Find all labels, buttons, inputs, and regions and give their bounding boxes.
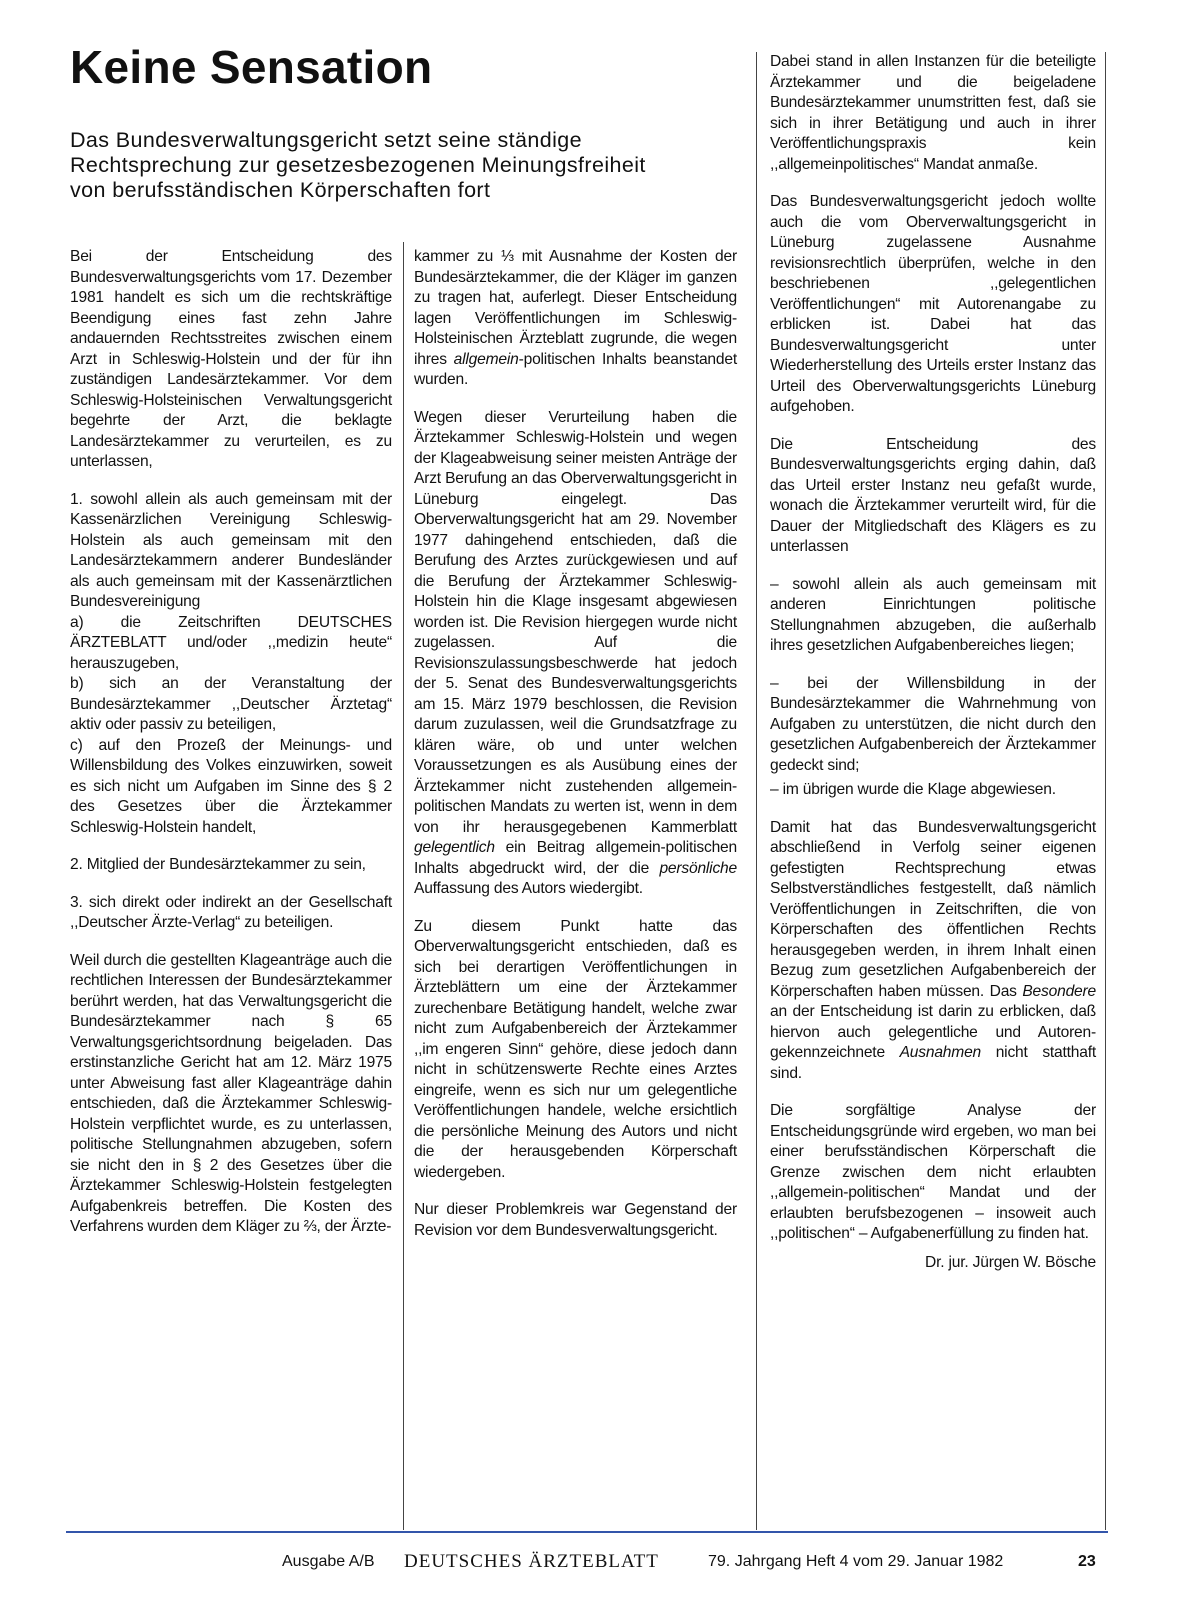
- paragraph: [414, 247, 737, 391]
- subtitle-line: Das Bundesverwaltungsgericht setzt seine ständige: [70, 128, 582, 152]
- column-divider: [756, 52, 757, 1530]
- text-run: ein Beitrag allgemein-politischen Inhalts abgedruckt wird, der die: [414, 839, 737, 877]
- text-run: Wegen dieser Verurteilung haben die Ärztekammer Schleswig-Holstein und wegen der Klageabweisung seiner meisten Anträge der Arzt Berufung an das Oberverwaltungsgericht in Lüneburg eingelegt. Das Oberverwaltungsgericht hat am 29. November 1977 dahingehend entschieden, daß die Berufung des Arztes zurückgewiesen und auf die Berufung der Ärztekammer Schleswig-Holstein hin die Klage insgesamt abgewiesen worden ist. Die Revision hiergegen wurde nicht zugelassen. Auf die Revisionszulassungsbeschwerde hat jedoch der 5. Senat des Bundesverwaltungsgerichts am 15. März 1979 beschlossen, die Revision darum zuzulassen, weil die Grundsatzfrage zu klären wäre, ob und unter welchen Voraussetzungen es als Ausübung eines der Ärztekammer nicht zustehenden allgemein-politischen Mandats zu werten ist, wenn in dem von ihr herausgegebenen Kammerblatt: [414, 408, 738, 836]
- list-item: – im übrigen wurde die Klage abgewiesen.: [770, 781, 1056, 798]
- paragraph: Bei der Entscheidung des Bundesverwaltungsgerichts vom 17. Dezember 1981 handelt es sich um die rechtskräftige Beendigung eines fast zehn Jahre andauernden Rechtsstreites zwischen einem Arzt in Schleswig-Holstein und der für ihn zuständigen Landesärztekammer. Vor dem Schleswig-Holsteinischen Verwaltungsgericht begehrte der Arzt, die beklagte Landesärztekammer zu verurteilen, es zu unterlassen,: [70, 248, 392, 470]
- paragraph: Nur dieser Problemkreis war Gegenstand der Revision vor dem Bundesverwaltungsgericht.: [414, 1201, 737, 1239]
- paragraph: Die Entscheidung des Bundesverwaltungsgerichts erging dahin, daß das Urteil erster Instanz neu gefaßt wurde, wonach die Ärztekammer verurteilt wird, für die Dauer der Mitgliedschaft des Klägers es zu unterlassen: [770, 435, 1096, 555]
- page-number: 23: [1078, 1553, 1096, 1570]
- text-column-1: [70, 247, 392, 1255]
- paragraph: Weil durch die gestellten Klageanträge auch die rechtlichen Interessen der Bundesärztekammer berührt werden, hat das Verwaltungsgericht die Bundesärztekammer nach § 65 Verwaltungsgerichtsordnung beigeladen. Das erstinstanzliche Gericht hat am 12. März 1975 unter Abweisung fast aller Klageanträge dahin entschieden, daß die Ärztekammer Schleswig-Holstein verpflichtet wurde, es zu unterlassen, politische Stellungnahmen abzugeben, sofern sie nicht den in § 2 des Gesetzes über die Ärztekammer Schleswig-Holstein festgelegten Aufgabenkreis betreffen. Die Kosten des Verfahrens wurden dem Kläger zu ⅔, der Ärzte-: [70, 951, 392, 1235]
- emphasis: gelegentlich: [414, 839, 495, 856]
- bottom-rule: [66, 1531, 1108, 1533]
- emphasis: allgemein: [453, 350, 519, 368]
- text-column-3: [770, 52, 1096, 1273]
- subtitle-line: Rechtsprechung zur gesetzesbezogenen Meinungsfreiheit: [70, 153, 646, 177]
- emphasis: Ausnahmen: [899, 1044, 982, 1061]
- emphasis: Besondere: [1022, 982, 1096, 1000]
- footer-edition: Ausgabe A/B: [282, 1553, 375, 1570]
- list-item: a) die Zeitschriften DEUTSCHES ÄRZTEBLATT und/oder ,,medizin heute“ herauszugeben,: [70, 613, 392, 672]
- footer-journal-name: DEUTSCHES ÄRZTEBLATT: [404, 1551, 659, 1572]
- author-signature: Dr. jur. Jürgen W. Bösche: [925, 1253, 1096, 1271]
- subtitle-line: von berufsständischen Körperschaften fort: [70, 178, 491, 202]
- list-item: 2. Mitglied der Bundesärztekammer zu sein,: [70, 856, 366, 873]
- column-divider: [1105, 52, 1106, 1530]
- text-run: -politischen Inhalts beanstandet wurden.: [414, 350, 737, 388]
- paragraph: [414, 408, 737, 900]
- text-run: Auffassung des Autors wiedergibt.: [414, 880, 643, 897]
- column-divider: [403, 242, 404, 1530]
- emphasis: persönliche: [659, 859, 737, 877]
- text-run: nicht statthaft sind.: [770, 1044, 1096, 1082]
- list-item: – sowohl allein als auch gemeinsam mit anderen Einrichtungen politische Stellungnahmen abzugeben, die außerhalb ihres gesetzlichen Aufgabenbereiches liegen;: [770, 575, 1096, 654]
- list-item: – bei der Willensbildung in der Bundesärztekammer die Wahrnehmung von Aufgaben zu unterstützen, die nicht durch den gesetzlichen Aufgabenbereich der Ärztekammer gedeckt sind;: [770, 674, 1096, 774]
- paragraph: Das Bundesverwaltungsgericht jedoch wollte auch die vom Oberverwaltungsgericht in Lüneburg zugelassene Ausnahme revisionsrechtlich überprüfen, welche in den beschriebenen ,,gelegentlichen Veröffentlichungen“ mit Autorenangabe zu erblicken ist. Dabei hat das Bundesverwaltungsgericht unter Wiederherstellung des Urteils erster Instanz das Urteil des Oberverwaltungsgerichts Lüneburg aufgehoben.: [770, 193, 1096, 415]
- list-item: b) sich an der Veranstaltung der Bundesärztekammer ,,Deutscher Ärztetag“ aktiv oder passiv zu beteiligen,: [70, 675, 392, 733]
- paragraph: [770, 818, 1096, 1085]
- paragraph: Zu diesem Punkt hatte das Oberverwaltungsgericht entschieden, daß es sich bei derartigen Veröffentlichungen in Ärzteblättern um eine der Ärztekammer zurechenbare Betätigung handelt, welche zwar nicht zum Aufgabenbereich der Ärztekammer ,,im engeren Sinn“ gehöre, diese jedoch dann nicht in schützenswerte Rechte eines Arztes eingreife, wenn es sich nur um gelegentliche Veröffentlichungen handele, welche ersichtlich die persönliche Meinung des Autors und nicht die der herausgebenden Körperschaft wiedergeben.: [414, 917, 737, 1181]
- article-subtitle: [70, 128, 740, 203]
- list-item: 3. sich direkt oder indirekt an der Gesellschaft ,,Deutscher Ärzte-Verlag“ zu beteiligen.: [70, 893, 392, 931]
- article-title: Keine Sensation: [70, 41, 433, 93]
- text-run: kammer zu ⅓ mit Ausnahme der Kosten der Bundesärztekammer, die der Kläger im ganzen zu tragen hat, auferlegt. Dieser Entscheidung lagen Veröffentlichungen im Schleswig-Holsteinischen Ärzteblatt zugrunde, die wegen ihres: [414, 248, 737, 368]
- text-run: an der Entscheidung ist darin zu erblicken, daß hiervon auch gelegentliche und Autoren-gekennzeichnete: [770, 1003, 1096, 1061]
- paragraph: Dabei stand in allen Instanzen für die beteiligte Ärztekammer und die beigeladene Bundesärztekammer unumstritten fest, daß sie sich in ihrer Betätigung und auch in ihrer Veröffentlichungspraxis kein ,,allgemeinpolitisches“ Mandat anmaße.: [770, 53, 1096, 173]
- list-item: 1. sowohl allein als auch gemeinsam mit der Kassenärzlichen Vereinigung Schleswig-Holstein als auch gemeinsam mit den Landesärztekammern anderer Bundesländer als auch gemeinsam mit der Kassenärztlichen Bundesvereinigung: [70, 490, 392, 610]
- text-column-2: [414, 247, 737, 1258]
- footer-issue: 79. Jahrgang Heft 4 vom 29. Januar 1982: [708, 1553, 1004, 1570]
- text-run: Damit hat das Bundesverwaltungsgericht abschließend in Verfolg seiner eigenen gefestigten Rechtsprechung etwas Selbstverständliches festgestellt, daß nämlich Veröffentlichungen in Zeitschriften, die von Körperschaften des öffentlichen Rechts herausgegeben werden, in ihrem Inhalt einen Bezug zum gesetzlichen Aufgabenbereich der Körperschaften haben müssen. Das: [770, 818, 1096, 1000]
- list-item: c) auf den Prozeß der Meinungs- und Willensbildung des Volkes einzuwirken, soweit es sich nicht um Aufgaben im Sinne des § 2 des Gesetzes über die Ärztekammer Schleswig-Holstein handelt,: [70, 736, 392, 836]
- paragraph: Die sorgfältige Analyse der Entscheidungsgründe wird ergeben, wo man bei einer berufsständischen Körperschaft die Grenze zwischen dem nicht erlaubten ,,allgemein-politischen“ Mandat und der erlaubten berufsbezogenen – insoweit auch ,,politischen“ – Aufgabenerfüllung zu finden hat.: [770, 1102, 1096, 1242]
